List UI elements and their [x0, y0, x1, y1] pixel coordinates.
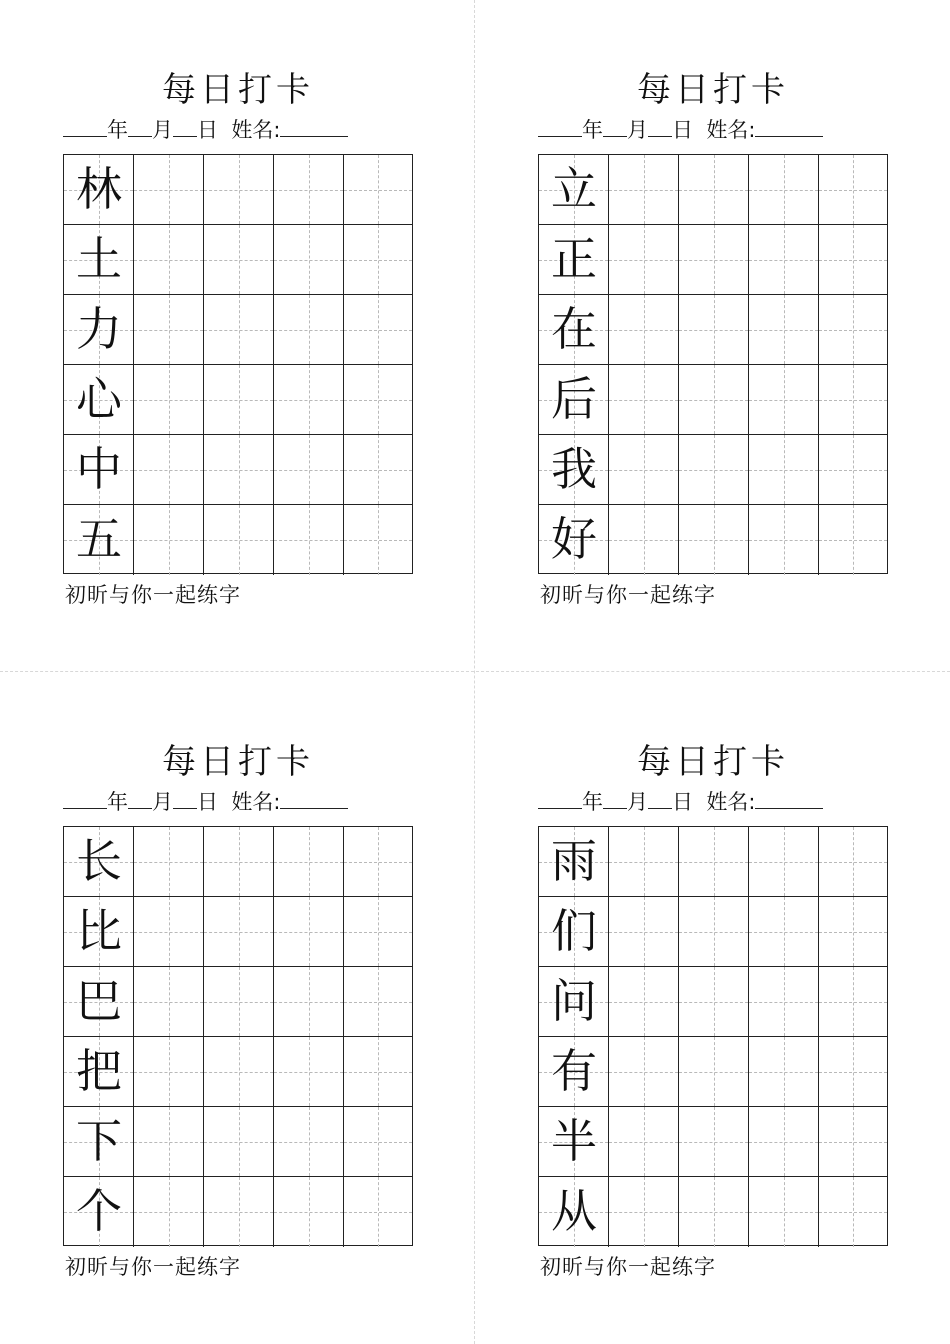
- model-character-cell: [64, 1107, 134, 1177]
- practice-cell[interactable]: [134, 1037, 204, 1107]
- year-label: 年: [582, 118, 603, 142]
- model-character: 个: [76, 1184, 122, 1238]
- practice-card-3: [63, 740, 413, 1300]
- practice-cell[interactable]: [749, 827, 819, 897]
- model-character-cell: [539, 365, 609, 435]
- grid-row: [64, 897, 412, 967]
- model-character-cell: [64, 365, 134, 435]
- card-footer: 初昕与你一起练字: [65, 583, 241, 607]
- year-blank[interactable]: [538, 114, 582, 137]
- practice-cell[interactable]: [749, 897, 819, 967]
- model-character-cell: [539, 1037, 609, 1107]
- practice-cell[interactable]: [819, 155, 887, 225]
- practice-cell[interactable]: [819, 1107, 887, 1177]
- day-blank[interactable]: [173, 786, 197, 809]
- model-character: 好: [551, 512, 597, 566]
- practice-cell[interactable]: [204, 365, 274, 435]
- model-character-cell: [539, 1177, 609, 1247]
- practice-cell[interactable]: [679, 365, 749, 435]
- practice-cell[interactable]: [819, 1177, 887, 1247]
- practice-cell[interactable]: [134, 1177, 204, 1247]
- practice-cell[interactable]: [749, 225, 819, 295]
- practice-cell[interactable]: [134, 897, 204, 967]
- month-label: 月: [627, 118, 648, 142]
- name-blank[interactable]: [280, 114, 348, 137]
- grid-row: [539, 1037, 887, 1107]
- practice-cell[interactable]: [274, 435, 344, 505]
- practice-cell[interactable]: [749, 967, 819, 1037]
- year-label: 年: [107, 118, 128, 142]
- practice-cell[interactable]: [679, 897, 749, 967]
- practice-cell[interactable]: [609, 827, 679, 897]
- model-character: 正: [551, 232, 597, 286]
- model-character: 我: [551, 442, 597, 496]
- practice-cell[interactable]: [274, 1037, 344, 1107]
- model-character-cell: [64, 435, 134, 505]
- practice-cell[interactable]: [819, 505, 887, 575]
- grid-row: [539, 155, 887, 225]
- grid-row: [64, 155, 412, 225]
- grid-row: [64, 365, 412, 435]
- grid-row: [64, 225, 412, 295]
- day-label: 日: [197, 118, 218, 142]
- practice-cell[interactable]: [344, 1107, 412, 1177]
- practice-cell[interactable]: [679, 155, 749, 225]
- year-label: 年: [107, 790, 128, 814]
- grid-row: [539, 897, 887, 967]
- month-label: 月: [152, 790, 173, 814]
- practice-cell[interactable]: [134, 505, 204, 575]
- practice-cell[interactable]: [609, 295, 679, 365]
- month-blank[interactable]: [128, 114, 152, 137]
- practice-cell[interactable]: [609, 505, 679, 575]
- practice-cell[interactable]: [749, 1177, 819, 1247]
- practice-cell[interactable]: [679, 435, 749, 505]
- model-character-cell: [539, 435, 609, 505]
- month-blank[interactable]: [603, 114, 627, 137]
- practice-cell[interactable]: [344, 505, 412, 575]
- model-character: 把: [76, 1044, 122, 1098]
- practice-cell[interactable]: [679, 505, 749, 575]
- practice-cell[interactable]: [749, 1037, 819, 1107]
- date-name-line: [63, 786, 413, 816]
- model-character-cell: [64, 1177, 134, 1247]
- practice-grid: [63, 154, 413, 574]
- practice-card-2: [538, 68, 888, 628]
- grid-row: [64, 967, 412, 1037]
- practice-cell[interactable]: [134, 1107, 204, 1177]
- practice-cell[interactable]: [204, 967, 274, 1037]
- name-label: 姓名:: [231, 118, 281, 142]
- name-label: 姓名:: [231, 790, 281, 814]
- year-blank[interactable]: [63, 114, 107, 137]
- practice-cell[interactable]: [609, 897, 679, 967]
- practice-cell[interactable]: [749, 1107, 819, 1177]
- card-footer: 初昕与你一起练字: [540, 583, 716, 607]
- practice-cell[interactable]: [204, 295, 274, 365]
- date-name-line: [538, 786, 888, 816]
- model-character-cell: [539, 1107, 609, 1177]
- practice-cell[interactable]: [609, 1107, 679, 1177]
- grid-row: [539, 295, 887, 365]
- grid-row: [539, 435, 887, 505]
- model-character: 们: [551, 904, 597, 958]
- practice-cell[interactable]: [274, 225, 344, 295]
- practice-cell[interactable]: [204, 827, 274, 897]
- practice-cell[interactable]: [819, 967, 887, 1037]
- model-character-cell: [64, 967, 134, 1037]
- grid-row: [64, 827, 412, 897]
- grid-row: [64, 505, 412, 575]
- practice-cell[interactable]: [609, 435, 679, 505]
- practice-cell[interactable]: [609, 967, 679, 1037]
- practice-cell[interactable]: [679, 295, 749, 365]
- grid-row: [64, 1107, 412, 1177]
- practice-cell[interactable]: [819, 1037, 887, 1107]
- practice-cell[interactable]: [274, 155, 344, 225]
- practice-cell[interactable]: [204, 897, 274, 967]
- practice-cell[interactable]: [609, 155, 679, 225]
- practice-cell[interactable]: [204, 435, 274, 505]
- model-character: 问: [551, 974, 597, 1028]
- day-blank[interactable]: [648, 114, 672, 137]
- practice-card-4: [538, 740, 888, 1300]
- date-name-line: [63, 114, 413, 144]
- practice-cell[interactable]: [134, 435, 204, 505]
- model-character-cell: [539, 827, 609, 897]
- model-character-cell: [539, 967, 609, 1037]
- model-character: 林: [76, 162, 122, 216]
- practice-cell[interactable]: [204, 1037, 274, 1107]
- day-label: 日: [672, 118, 693, 142]
- model-character: 下: [76, 1114, 122, 1168]
- practice-cell[interactable]: [204, 1177, 274, 1247]
- practice-cell[interactable]: [134, 155, 204, 225]
- practice-cell[interactable]: [819, 897, 887, 967]
- practice-cell[interactable]: [204, 505, 274, 575]
- model-character: 立: [551, 162, 597, 216]
- year-blank[interactable]: [538, 786, 582, 809]
- practice-cell[interactable]: [344, 897, 412, 967]
- grid-row: [64, 1037, 412, 1107]
- model-character-cell: [64, 295, 134, 365]
- practice-cell[interactable]: [344, 295, 412, 365]
- practice-cell[interactable]: [679, 827, 749, 897]
- practice-grid: [538, 154, 888, 574]
- practice-cell[interactable]: [204, 225, 274, 295]
- model-character: 巴: [76, 974, 122, 1028]
- practice-cell[interactable]: [274, 1107, 344, 1177]
- model-character-cell: [64, 155, 134, 225]
- grid-row: [539, 505, 887, 575]
- practice-grid: [63, 826, 413, 1246]
- practice-cell[interactable]: [204, 1107, 274, 1177]
- model-character: 半: [551, 1114, 597, 1168]
- grid-row: [539, 827, 887, 897]
- model-character-cell: [539, 897, 609, 967]
- date-name-line: [538, 114, 888, 144]
- month-blank[interactable]: [603, 786, 627, 809]
- model-character-cell: [64, 827, 134, 897]
- model-character: 从: [551, 1184, 597, 1238]
- practice-cell[interactable]: [679, 967, 749, 1037]
- practice-cell[interactable]: [134, 967, 204, 1037]
- model-character: 心: [76, 372, 122, 426]
- practice-cell[interactable]: [749, 435, 819, 505]
- month-label: 月: [627, 790, 648, 814]
- practice-cell[interactable]: [134, 827, 204, 897]
- practice-cell[interactable]: [274, 505, 344, 575]
- practice-cell[interactable]: [819, 365, 887, 435]
- practice-cell[interactable]: [344, 365, 412, 435]
- card-title: 每日打卡: [162, 742, 314, 782]
- model-character: 在: [551, 302, 597, 356]
- practice-cell[interactable]: [679, 225, 749, 295]
- practice-cell[interactable]: [819, 827, 887, 897]
- name-label: 姓名:: [706, 118, 756, 142]
- practice-cell[interactable]: [609, 1177, 679, 1247]
- card-title: 每日打卡: [637, 742, 789, 782]
- model-character-cell: [64, 897, 134, 967]
- card-footer: 初昕与你一起练字: [65, 1255, 241, 1279]
- practice-cell[interactable]: [609, 225, 679, 295]
- model-character: 有: [551, 1044, 597, 1098]
- practice-cell[interactable]: [679, 1107, 749, 1177]
- practice-cell[interactable]: [749, 155, 819, 225]
- practice-cell[interactable]: [344, 1177, 412, 1247]
- model-character: 雨: [551, 834, 597, 888]
- practice-card-1: [63, 68, 413, 628]
- practice-cell[interactable]: [274, 827, 344, 897]
- practice-cell[interactable]: [134, 365, 204, 435]
- model-character: 比: [76, 904, 122, 958]
- model-character-cell: [64, 225, 134, 295]
- practice-cell[interactable]: [344, 435, 412, 505]
- day-blank[interactable]: [648, 786, 672, 809]
- practice-cell[interactable]: [344, 967, 412, 1037]
- grid-row: [539, 967, 887, 1037]
- month-blank[interactable]: [128, 786, 152, 809]
- card-title: 每日打卡: [162, 70, 314, 110]
- practice-cell[interactable]: [134, 295, 204, 365]
- year-blank[interactable]: [63, 786, 107, 809]
- model-character-cell: [539, 155, 609, 225]
- name-label: 姓名:: [706, 790, 756, 814]
- model-character-cell: [539, 225, 609, 295]
- practice-cell[interactable]: [344, 225, 412, 295]
- practice-cell[interactable]: [609, 1037, 679, 1107]
- practice-grid: [538, 826, 888, 1246]
- grid-row: [64, 1177, 412, 1247]
- practice-cell[interactable]: [134, 225, 204, 295]
- practice-cell[interactable]: [344, 827, 412, 897]
- grid-row: [539, 1107, 887, 1177]
- horizontal-cut-line: [0, 671, 950, 672]
- name-blank[interactable]: [755, 786, 823, 809]
- model-character: 长: [76, 834, 122, 888]
- name-blank[interactable]: [755, 114, 823, 137]
- practice-cell[interactable]: [749, 365, 819, 435]
- practice-cell[interactable]: [819, 225, 887, 295]
- model-character-cell: [539, 295, 609, 365]
- card-footer: 初昕与你一起练字: [540, 1255, 716, 1279]
- model-character: 后: [551, 372, 597, 426]
- practice-cell[interactable]: [609, 365, 679, 435]
- practice-cell[interactable]: [274, 1177, 344, 1247]
- practice-cell[interactable]: [749, 505, 819, 575]
- vertical-cut-line: [474, 0, 475, 1344]
- name-blank[interactable]: [280, 786, 348, 809]
- practice-cell[interactable]: [274, 295, 344, 365]
- day-label: 日: [197, 790, 218, 814]
- grid-row: [539, 365, 887, 435]
- model-character-cell: [64, 1037, 134, 1107]
- practice-cell[interactable]: [344, 1037, 412, 1107]
- grid-row: [64, 435, 412, 505]
- practice-cell[interactable]: [204, 155, 274, 225]
- card-title: 每日打卡: [637, 70, 789, 110]
- year-label: 年: [582, 790, 603, 814]
- practice-cell[interactable]: [679, 1037, 749, 1107]
- grid-row: [539, 225, 887, 295]
- model-character-cell: [64, 505, 134, 575]
- month-label: 月: [152, 118, 173, 142]
- practice-cell[interactable]: [819, 295, 887, 365]
- model-character: 中: [76, 442, 122, 496]
- practice-cell[interactable]: [679, 1177, 749, 1247]
- model-character-cell: [539, 505, 609, 575]
- model-character: 力: [76, 302, 122, 356]
- grid-row: [64, 295, 412, 365]
- day-blank[interactable]: [173, 114, 197, 137]
- practice-cell[interactable]: [274, 967, 344, 1037]
- practice-cell[interactable]: [274, 365, 344, 435]
- practice-cell[interactable]: [749, 295, 819, 365]
- practice-cell[interactable]: [819, 435, 887, 505]
- grid-row: [539, 1177, 887, 1247]
- model-character: 五: [76, 512, 122, 566]
- model-character: 土: [76, 232, 122, 286]
- practice-cell[interactable]: [344, 155, 412, 225]
- practice-cell[interactable]: [274, 897, 344, 967]
- day-label: 日: [672, 790, 693, 814]
